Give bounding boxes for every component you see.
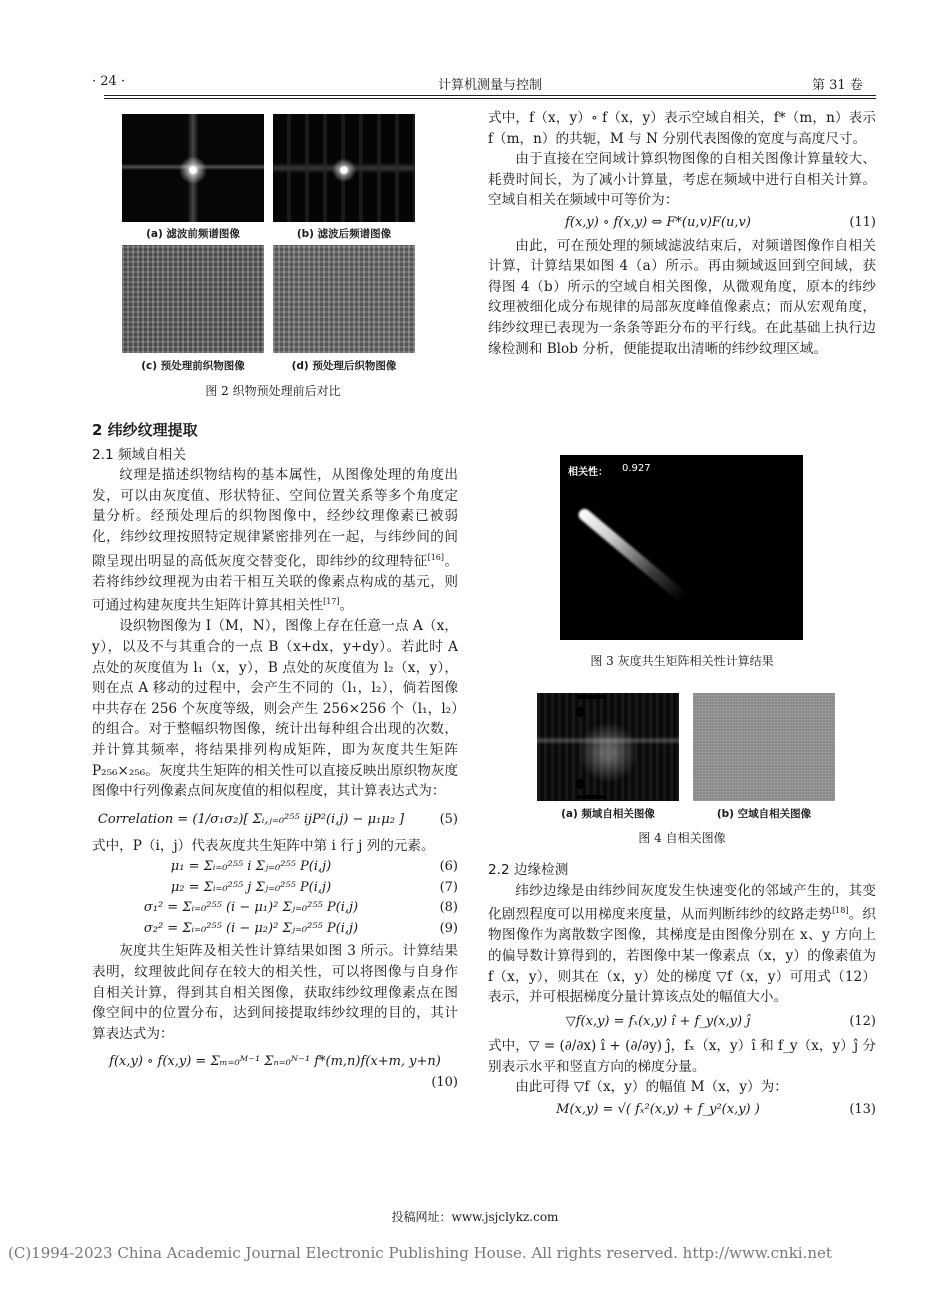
volume-label: 第 31 卷 <box>812 78 863 93</box>
fig2-caption: 图 2 织物预处理前后对比 <box>205 384 341 398</box>
equation-7: μ₂ = Σᵢ₌₀²⁵⁵ j Σⱼ₌₀²⁵⁵ P(i,j) (7) <box>170 879 458 895</box>
left-column <box>92 420 458 1093</box>
fig4a-dot-upper <box>575 707 585 717</box>
fig4b-spatial-autocorr <box>693 693 835 801</box>
citation-16: [16] <box>427 552 445 562</box>
equation-6: μ₁ = Σᵢ₌₀²⁵⁵ i Σⱼ₌₀²⁵⁵ P(i,j) (6) <box>170 858 458 874</box>
header-rule <box>104 95 876 96</box>
paragraph: 式中，P（i，j）代表灰度共生矩阵中第 i 行 j 列的元素。 <box>92 838 435 855</box>
equation-9: σ₂² = Σᵢ₌₀²⁵⁵ (i − μ₂)² Σⱼ₌₀²⁵⁵ P(i,j) (9) <box>143 920 458 936</box>
fig3-caption: 图 3 灰度共生矩阵相关性计算结果 <box>590 654 774 668</box>
header-rule-thin <box>104 98 876 99</box>
fig4a-marker-bottom <box>577 795 607 799</box>
fig3-correlation-value: 0.927 <box>622 463 651 474</box>
equation-10: f(x,y) ∘ f(x,y) = Σₘ₌₀ᴹ⁻¹ Σₙ₌₀ᴺ⁻¹ f*(m,n)f(x+m, y+n) <box>109 1054 441 1070</box>
paragraph: 纬纱边缘是由纬纱间灰度发生快速变化的邻域产生的，其变化剧烈程度可以用梯度来度量，从而判断纬纱的纹路走势[18]。织物图像作为离散数字图像，其梯度是由图像分别在 x、y 方向上的偏导数计算得到的，若图像中某一像素点（x，y）的像素值为 f（x，y），则其在（x，y）处的梯度 ▽f（x，y）可用式（12）表示，并可根据梯度分量计算该点处的幅值大小。 <box>488 882 877 1006</box>
citation-18: [18] <box>832 906 849 916</box>
section-2-2-heading: 2.2 边缘检测 <box>488 862 569 878</box>
submission-url: 投稿网址：www.jsjclykz.com <box>391 1210 559 1224</box>
citation-17: [17] <box>323 597 340 607</box>
equation-12: ▽f(x,y) = fₓ(x,y) î + f_y(x,y) ĵ (12) <box>565 1013 876 1029</box>
journal-title: 计算机测量与控制 <box>437 78 542 93</box>
fig2d-caption: (d) 预处理后织物图像 <box>291 360 397 372</box>
paragraph: 设织物图像为 I（M，N），图像上存在任意一点 A（x，y），以及不与其重合的一点 B（x+dx，y+dy）。若此时 A 点处的灰度值为 l₁（x，y），B 点处的灰度值为 l₂（x，y），则在点 A 移动的过程中，会产生不同的（l₁，l₂），倘若图像中共存在 256 个灰度等级，则会产生 256×256 个（l₁，l₂）的组合。对于整幅织物图像，统计出每种组合出现的次数，并计算其频率，将结果排列构成矩阵，即为灰度共生矩阵 P₂₅₆×₂₅₆。灰度共生矩阵的相关性可以直接反映出原织物灰度图像中行列像素点间灰度值的相似程度，其计算表达式为： <box>92 618 458 800</box>
equation-11: f(x,y) ∘ f(x,y) ⇔ F*(u,v)F(u,v) (11) <box>565 214 876 230</box>
page-number: · 24 · <box>92 74 126 89</box>
fig4a-frequency-autocorr <box>537 693 679 801</box>
paragraph: 由于直接在空间域计算织物图像的自相关图像计算量较大、耗费时间长，为了减小计算量，考虑在频域中进行自相关计算。空域自相关在频域中可等价为： <box>488 151 876 209</box>
equation-8: σ₁² = Σᵢ₌₀²⁵⁵ (i − μ₁)² Σⱼ₌₀²⁵⁵ P(i,j) (8) <box>143 900 458 916</box>
paragraph: 式中，f（x，y）∘ f（x，y）表示空域自相关，f*（m，n）表示 f（m，n）的共轭，M 与 N 分别代表图像的宽度与高度尺寸。 <box>488 110 876 147</box>
fig4a-marker-top <box>577 695 607 699</box>
fig3-correlation-label: 相关性： <box>568 467 608 478</box>
paragraph: 式中，▽ = (∂/∂x) î + (∂/∂y) ĵ，fₓ（x，y）î 和 f_y（x，y）ĵ 分别表示水平和竖直方向的梯度分量。 <box>488 1038 876 1075</box>
equation-10-number: (10) <box>431 1074 458 1090</box>
equation-5: Correlation = (1/σ₁σ₂)[ Σᵢ,ⱼ₌₀²⁵⁵ ijP²(i,j) − μ₁μ₂ ] (5) <box>97 811 458 827</box>
paragraph: 由此，可在预处理的频域滤波结束后，对频谱图像作自相关计算，计算结果如图 4（a）所示。再由频域返回到空间域，获得图 4（b）所示的空域自相关图像，从微观角度，原本的纬纱纹理被细化成分布规律的局部灰度峰值像素点；而从宏观角度，纬纱纹理已表现为一条条等距分布的平行线。在此基础上执行边缘检测和 Blob 分析，便能提取出清晰的纬纱纹理区域。 <box>488 237 876 357</box>
right-column-lower <box>488 860 876 1121</box>
equation-13: M(x,y) = √( fₓ²(x,y) + f_y²(x,y) ) (13) <box>556 1102 876 1118</box>
fig2a-caption: (a) 滤波前频谱图像 <box>146 228 240 240</box>
fig4a-dot-lower <box>575 779 585 789</box>
section-2-heading: 2 纬纱纹理提取 <box>92 421 198 439</box>
copyright-notice: (C)1994-2023 China Academic Journal Electronic Publishing House. All rights reserved. http://www.cnki.net <box>8 1244 832 1262</box>
paragraph: 灰度共生矩阵及相关性计算结果如图 3 所示。计算结果表明，纹理彼此间存在较大的相关性，可以将图像与自身作自相关计算，得到其自相关图像，获取纬纱纹理像素点在图像空间中的位置分布，达到间接提取纬纱纹理的目的，其计算表达式为： <box>92 943 458 1042</box>
fig3-glcm-image <box>560 455 803 640</box>
paragraph: 纹理是描述织物结构的基本属性，从图像处理的角度出发，可以由灰度值、形状特征、空间位置关系等多个角度定量分析。经预处理后的织物图像中，经纱纹理像素已被弱化，纬纱纹理按照特定规律紧密排列在一起，与纬纱间的间隙呈现出明显的高低灰度交替变化，即纬纱的纹理特征[16]。若将纬纱纹理视为由若干相互关联的像素点构成的基元，则可通过构建灰度共生矩阵计算其相关性[17]。 <box>92 467 458 614</box>
fig4-caption: 图 4 自相关图像 <box>638 831 726 845</box>
fig2a-spectrum-before <box>122 114 264 222</box>
fig2d-fabric-after <box>273 245 415 353</box>
fig4b-caption: (b) 空域自相关图像 <box>716 808 812 820</box>
fig2b-spectrum-after <box>273 114 415 222</box>
fig2c-fabric-before <box>122 245 264 353</box>
section-2-1-heading: 2.1 频域自相关 <box>92 446 186 463</box>
fig3-diagonal-band <box>576 506 687 602</box>
fig2b-caption: (b) 滤波后频谱图像 <box>296 228 392 240</box>
paragraph: 由此可得 ▽f（x，y）的幅值 M（x，y）为： <box>515 1079 788 1096</box>
right-column <box>488 108 876 359</box>
fig4a-caption: (a) 频域自相关图像 <box>561 808 655 820</box>
fig2c-caption: (c) 预处理前织物图像 <box>141 360 245 372</box>
